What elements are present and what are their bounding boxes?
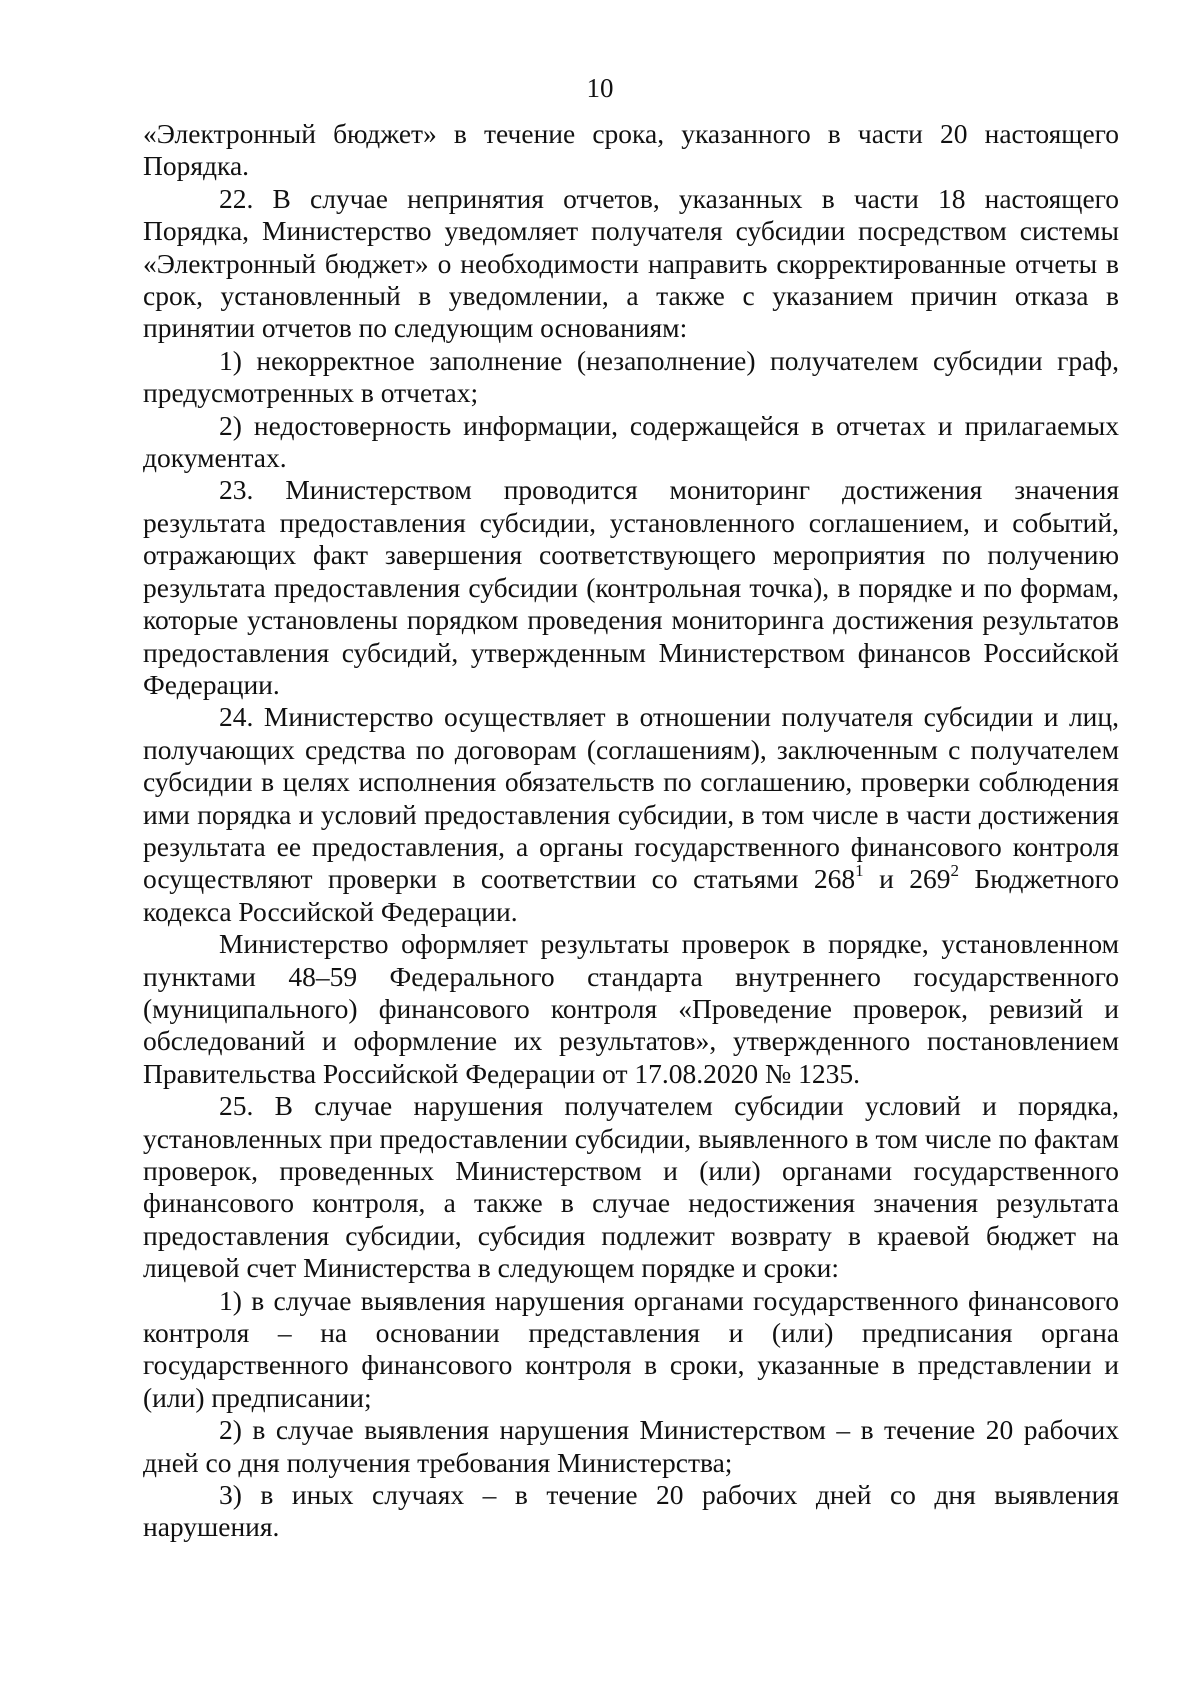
paragraph-24-text-after: Бюджетного кодекса Российской Федерации. bbox=[143, 863, 1120, 927]
superscript-2: 2 bbox=[950, 861, 959, 881]
superscript-1: 1 bbox=[855, 861, 864, 881]
paragraph-25: 25. В случае нарушения получателем субсидии условий и порядка, установленных при предоставлении субсидии, выявленного в том числе по фактам проверок, проведенных Министерством и (или) органами государственного финансового контроля, а также в случае недостижения значения результата предоставления субсидии, субсидия подлежит возврату в краевой бюджет на лицевой счет Министерства в следующем порядке и сроки: bbox=[143, 1090, 1119, 1284]
paragraph-continuation: «Электронный бюджет» в течение срока, указанного в части 20 настоящего Порядка. bbox=[143, 118, 1119, 182]
paragraph-25-item-3: 3) в иных случаях – в течение 20 рабочих дней со дня выявления нарушения. bbox=[143, 1479, 1119, 1543]
paragraph-23: 23. Министерством проводится мониторинг достижения значения результата предоставления субсидии, установленного соглашением, и событий, отражающих факт завершения соответствующего мероприятия по получению результата предоставления субсидии (контрольная точка), в порядке и по формам, которые установлены порядком проведения мониторинга достижения результатов предоставления субсидий, утвержденным Министерством финансов Российской Федерации. bbox=[143, 474, 1119, 700]
paragraph-25-item-2: 2) в случае выявления нарушения Министерством – в течение 20 рабочих дней со дня получения требования Министерства; bbox=[143, 1414, 1119, 1478]
page-number: 10 bbox=[586, 73, 614, 103]
paragraph-24 bbox=[143, 701, 1119, 928]
paragraph-24-text-before: 24. Министерство осуществляет в отношении получателя субсидии и лиц, получающих средства по договорам (соглашениям), заключенным с получателем субсидии в целях исполнения обязательств по соглашению, проверки соблюдения ими порядка и условий предоставления субсидии, в том числе в части достижения результата ее предоставления, а органы государственного финансового контроля осуществляют проверки в соответствии со статьями 268 bbox=[143, 701, 1119, 895]
paragraph-22: 22. В случае непринятия отчетов, указанных в части 18 настоящего Порядка, Министерство уведомляет получателя субсидии посредством системы «Электронный бюджет» о необходимости направить скорректированные отчеты в срок, установленный в уведомлении, а также с указанием причин отказа в принятии отчетов по следующим основаниям: bbox=[143, 182, 1119, 344]
paragraph-22-item-1: 1) некорректное заполнение (незаполнение) получателем субсидии граф, предусмотренных в отчетах; bbox=[143, 344, 1119, 409]
document-body bbox=[143, 118, 1119, 1544]
paragraph-24-continuation: Министерство оформляет результаты проверок в порядке, установленном пунктами 48–59 Федерального стандарта внутреннего государственного (муниципального) финансового контроля «Проведение проверок, ревизий и обследований и оформление их результатов», утвержденного постановлением Правительства Российской Федерации от 17.08.2020 № 1235. bbox=[143, 928, 1119, 1089]
paragraph-24-text-middle: и 269 bbox=[863, 863, 951, 895]
paragraph-22-item-2: 2) недостоверность информации, содержащейся в отчетах и прилагаемых документах. bbox=[143, 409, 1119, 474]
paragraph-25-item-1: 1) в случае выявления нарушения органами государственного финансового контроля – на основании представления и (или) предписания органа государственного финансового контроля в сроки, указанные в представлении и (или) предписании; bbox=[143, 1284, 1119, 1413]
